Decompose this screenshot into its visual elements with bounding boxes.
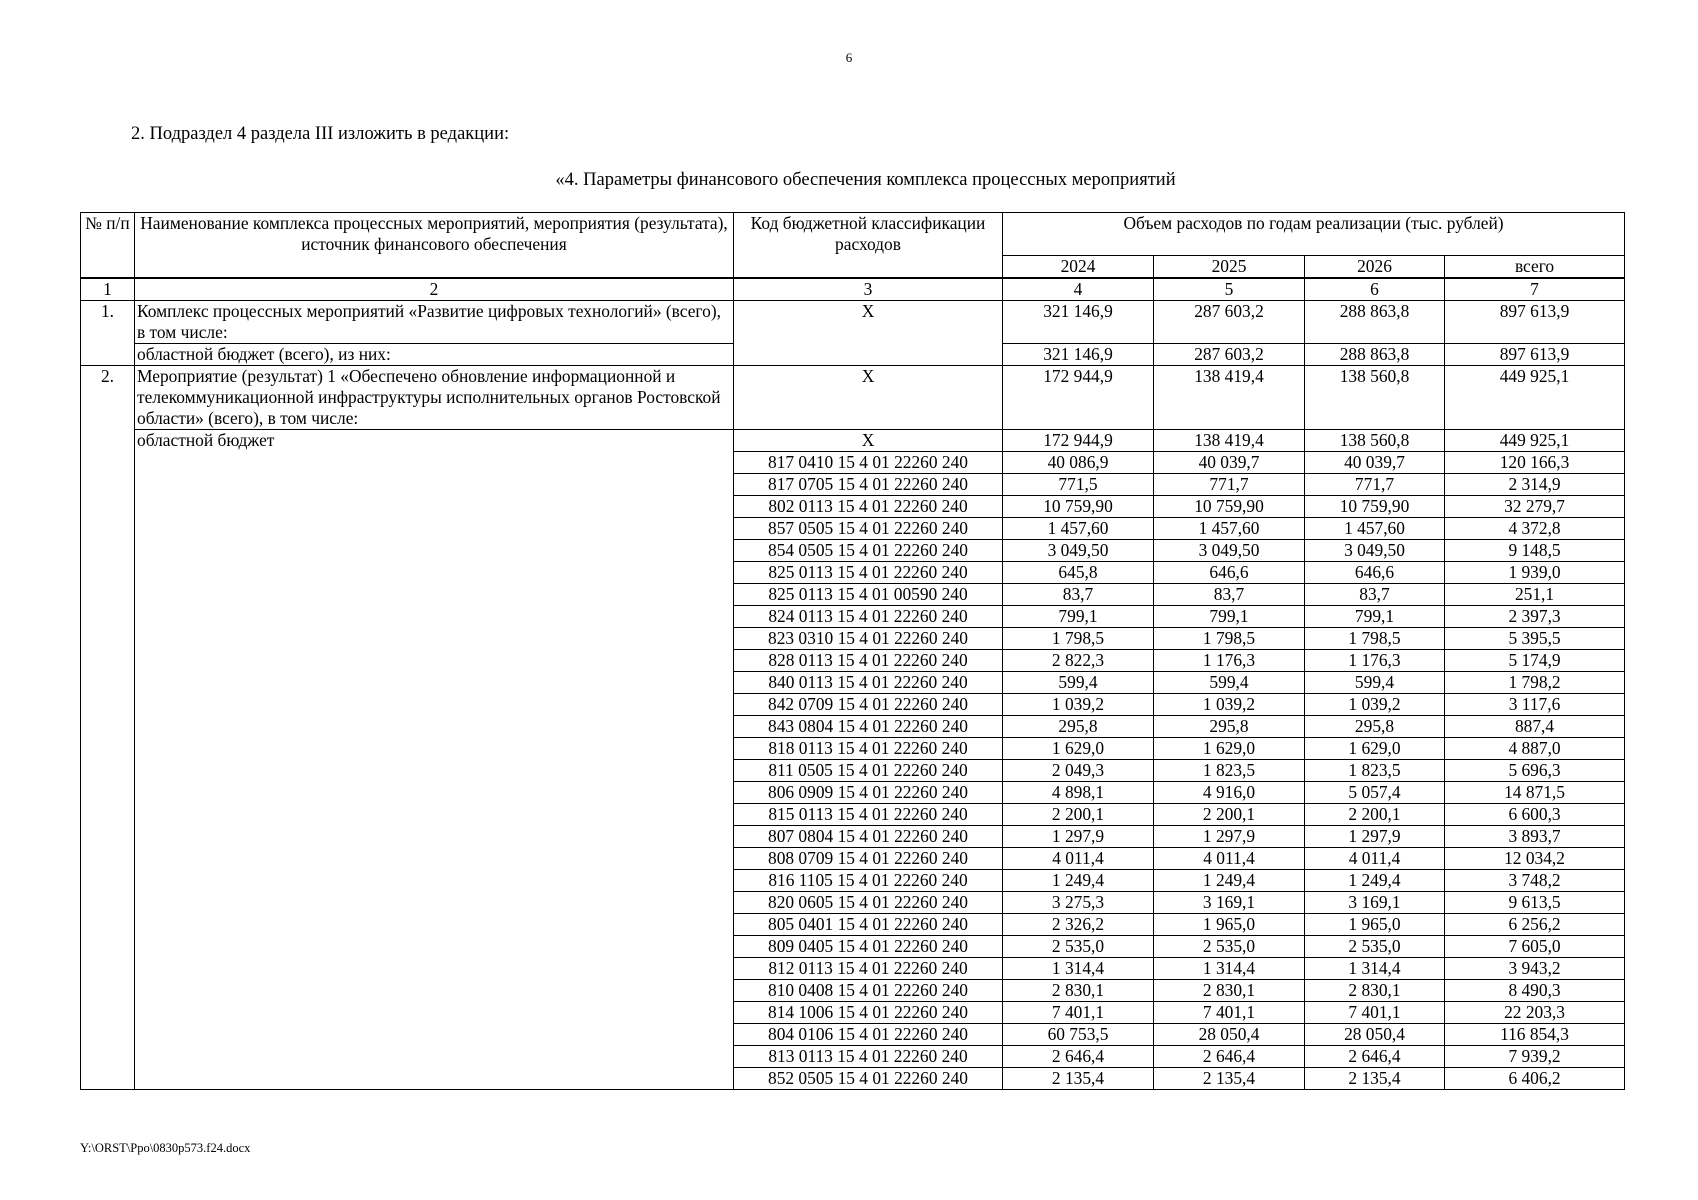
value-2026: 295,8 [1305,716,1445,738]
value-total: 4 887,0 [1445,738,1625,760]
value-2024: 2 049,3 [1003,760,1154,782]
budget-classification-code: 812 0113 15 4 01 22260 240 [734,958,1003,980]
column-numbers-row [81,278,1625,301]
value-2026: 4 011,4 [1305,848,1445,870]
section-1-budget-2025: 287 603,2 [1154,344,1305,366]
value-2024: 1 457,60 [1003,518,1154,540]
section-2-value-total: 449 925,1 [1445,366,1625,430]
value-2024: 2 830,1 [1003,980,1154,1002]
value-total: 3 117,6 [1445,694,1625,716]
budget-classification-code: 802 0113 15 4 01 22260 240 [734,496,1003,518]
budget-classification-code: 843 0804 15 4 01 22260 240 [734,716,1003,738]
file-path-footer: Y:\ORST\Ppo\0830p573.f24.docx [80,1141,251,1155]
value-2026: 5 057,4 [1305,782,1445,804]
column-number: 1 [81,278,135,301]
table-title: «4. Параметры финансового обеспечения комплекса процессных мероприятий [555,170,1176,190]
column-number: 4 [1003,278,1154,301]
section-2-value-2024: 172 944,9 [1003,366,1154,430]
value-2026: 771,7 [1305,474,1445,496]
value-2025: 2 646,4 [1154,1046,1305,1068]
header-year-2025: 2025 [1154,256,1305,279]
section-2-budget-total: 449 925,1 [1445,430,1625,452]
value-2025: 1 176,3 [1154,650,1305,672]
value-total: 12 034,2 [1445,848,1625,870]
budget-classification-code: 825 0113 15 4 01 22260 240 [734,562,1003,584]
value-2026: 799,1 [1305,606,1445,628]
value-2026: 1 297,9 [1305,826,1445,848]
value-total: 2 314,9 [1445,474,1625,496]
value-total: 251,1 [1445,584,1625,606]
value-2024: 799,1 [1003,606,1154,628]
value-2025: 646,6 [1154,562,1305,584]
section-1-budget-2026: 288 863,8 [1305,344,1445,366]
value-total: 6 406,2 [1445,1068,1625,1090]
value-2025: 1 297,9 [1154,826,1305,848]
value-total: 6 256,2 [1445,914,1625,936]
budget-classification-code: 816 1105 15 4 01 22260 240 [734,870,1003,892]
budget-classification-code: 806 0909 15 4 01 22260 240 [734,782,1003,804]
section-2-budget-name: областной бюджет [135,430,734,1090]
value-total: 5 174,9 [1445,650,1625,672]
value-2025: 1 629,0 [1154,738,1305,760]
budget-classification-code: 842 0709 15 4 01 22260 240 [734,694,1003,716]
value-total: 9 148,5 [1445,540,1625,562]
budget-classification-code: 817 0410 15 4 01 22260 240 [734,452,1003,474]
column-number: 5 [1154,278,1305,301]
value-2026: 1 039,2 [1305,694,1445,716]
header-year-2024: 2024 [1003,256,1154,279]
value-2026: 2 830,1 [1305,980,1445,1002]
value-2025: 2 135,4 [1154,1068,1305,1090]
value-total: 9 613,5 [1445,892,1625,914]
column-number: 6 [1305,278,1445,301]
value-2026: 646,6 [1305,562,1445,584]
value-2024: 4 898,1 [1003,782,1154,804]
value-2024: 2 326,2 [1003,914,1154,936]
value-2026: 1 965,0 [1305,914,1445,936]
value-2025: 1 039,2 [1154,694,1305,716]
value-2025: 4 916,0 [1154,782,1305,804]
value-2026: 1 249,4 [1305,870,1445,892]
section-2-code: Х [734,366,1003,430]
value-2024: 1 039,2 [1003,694,1154,716]
budget-classification-code: 828 0113 15 4 01 22260 240 [734,650,1003,672]
value-2026: 28 050,4 [1305,1024,1445,1046]
section-2-budget-2025: 138 419,4 [1154,430,1305,452]
value-2024: 60 753,5 [1003,1024,1154,1046]
value-2026: 2 200,1 [1305,804,1445,826]
budget-classification-code: 810 0408 15 4 01 22260 240 [734,980,1003,1002]
value-2024: 1 798,5 [1003,628,1154,650]
value-2024: 4 011,4 [1003,848,1154,870]
value-2024: 645,8 [1003,562,1154,584]
budget-classification-code: 817 0705 15 4 01 22260 240 [734,474,1003,496]
section-2-row [81,366,1625,430]
value-2025: 2 200,1 [1154,804,1305,826]
section-1-value-total: 897 613,9 [1445,301,1625,344]
section-2-value-2026: 138 560,8 [1305,366,1445,430]
budget-classification-code: 813 0113 15 4 01 22260 240 [734,1046,1003,1068]
value-total: 8 490,3 [1445,980,1625,1002]
value-2026: 1 823,5 [1305,760,1445,782]
header-number: № п/п [81,213,135,279]
value-2025: 1 965,0 [1154,914,1305,936]
value-2025: 1 249,4 [1154,870,1305,892]
value-total: 22 203,3 [1445,1002,1625,1024]
value-2025: 40 039,7 [1154,452,1305,474]
value-2024: 3 275,3 [1003,892,1154,914]
value-total: 2 397,3 [1445,606,1625,628]
value-2025: 83,7 [1154,584,1305,606]
value-2025: 1 457,60 [1154,518,1305,540]
value-2026: 3 049,50 [1305,540,1445,562]
section-2-budget-2024: 172 944,9 [1003,430,1154,452]
value-2026: 10 759,90 [1305,496,1445,518]
value-2026: 7 401,1 [1305,1002,1445,1024]
value-2025: 599,4 [1154,672,1305,694]
page-number: 6 [845,50,853,65]
value-total: 32 279,7 [1445,496,1625,518]
value-2025: 3 049,50 [1154,540,1305,562]
value-2025: 7 401,1 [1154,1002,1305,1024]
value-2025: 771,7 [1154,474,1305,496]
section-1-code: Х [734,301,1003,366]
header-year-2026: 2026 [1305,256,1445,279]
value-total: 7 605,0 [1445,936,1625,958]
section-2-budget-code: Х [734,430,1003,452]
value-2024: 2 535,0 [1003,936,1154,958]
value-2026: 599,4 [1305,672,1445,694]
value-2024: 1 249,4 [1003,870,1154,892]
value-2025: 28 050,4 [1154,1024,1305,1046]
value-total: 1 798,2 [1445,672,1625,694]
value-2026: 1 629,0 [1305,738,1445,760]
value-2024: 10 759,90 [1003,496,1154,518]
budget-classification-code: 804 0106 15 4 01 22260 240 [734,1024,1003,1046]
section-1-row [81,301,1625,344]
value-2025: 2 830,1 [1154,980,1305,1002]
column-number: 2 [135,278,734,301]
value-2025: 1 823,5 [1154,760,1305,782]
value-total: 5 696,3 [1445,760,1625,782]
value-2024: 771,5 [1003,474,1154,496]
value-2024: 1 629,0 [1003,738,1154,760]
financing-table [80,212,1625,1090]
column-number: 3 [734,278,1003,301]
value-2026: 2 535,0 [1305,936,1445,958]
value-2025: 295,8 [1154,716,1305,738]
value-2026: 2 646,4 [1305,1046,1445,1068]
budget-classification-code: 808 0709 15 4 01 22260 240 [734,848,1003,870]
value-total: 14 871,5 [1445,782,1625,804]
budget-classification-code: 815 0113 15 4 01 22260 240 [734,804,1003,826]
value-2024: 40 086,9 [1003,452,1154,474]
budget-classification-code: 820 0605 15 4 01 22260 240 [734,892,1003,914]
value-2026: 1 176,3 [1305,650,1445,672]
value-total: 7 939,2 [1445,1046,1625,1068]
value-2025: 10 759,90 [1154,496,1305,518]
section-2-budget-row [81,430,1625,452]
intro-paragraph: 2. Подраздел 4 раздела III изложить в редакции: [131,124,510,144]
section-1-budget-name: областной бюджет (всего), из них: [135,344,734,366]
value-total: 4 372,8 [1445,518,1625,540]
header-code: Код бюджетной классификации расходов [734,213,1003,279]
value-2025: 1 798,5 [1154,628,1305,650]
budget-classification-code: 857 0505 15 4 01 22260 240 [734,518,1003,540]
value-total: 120 166,3 [1445,452,1625,474]
value-2026: 1 457,60 [1305,518,1445,540]
budget-classification-code: 807 0804 15 4 01 22260 240 [734,826,1003,848]
value-total: 3 943,2 [1445,958,1625,980]
section-2-value-2025: 138 419,4 [1154,366,1305,430]
section-2-name: Мероприятие (результат) 1 «Обеспечено обновление информационной и телекоммуникационной инфраструктуры исполнительных органов Ростовской области» (всего), в том числе: [135,366,734,430]
value-2025: 799,1 [1154,606,1305,628]
value-total: 3 893,7 [1445,826,1625,848]
budget-classification-code: 854 0505 15 4 01 22260 240 [734,540,1003,562]
value-total: 887,4 [1445,716,1625,738]
section-1-value-2026: 288 863,8 [1305,301,1445,344]
value-2025: 4 011,4 [1154,848,1305,870]
value-total: 6 600,3 [1445,804,1625,826]
budget-classification-code: 809 0405 15 4 01 22260 240 [734,936,1003,958]
section-1-value-2024: 321 146,9 [1003,301,1154,344]
value-2024: 7 401,1 [1003,1002,1154,1024]
value-2024: 295,8 [1003,716,1154,738]
value-2024: 1 297,9 [1003,826,1154,848]
column-number: 7 [1445,278,1625,301]
budget-classification-code: 823 0310 15 4 01 22260 240 [734,628,1003,650]
section-2-number: 2. [81,366,135,1090]
value-2026: 1 798,5 [1305,628,1445,650]
section-1-number: 1. [81,301,135,366]
header-row [81,213,1625,256]
value-2025: 2 535,0 [1154,936,1305,958]
section-1-name: Комплекс процессных мероприятий «Развитие цифровых технологий» (всего), в том числе: [135,301,734,344]
value-total: 5 395,5 [1445,628,1625,650]
value-2026: 2 135,4 [1305,1068,1445,1090]
header-name: Наименование комплекса процессных мероприятий, мероприятия (результата), источник финансового обеспечения [135,213,734,279]
budget-classification-code: 825 0113 15 4 01 00590 240 [734,584,1003,606]
section-2-budget-2026: 138 560,8 [1305,430,1445,452]
value-2024: 2 135,4 [1003,1068,1154,1090]
value-2026: 3 169,1 [1305,892,1445,914]
header-total: всего [1445,256,1625,279]
value-2024: 599,4 [1003,672,1154,694]
value-2024: 2 646,4 [1003,1046,1154,1068]
section-1-budget-total: 897 613,9 [1445,344,1625,366]
value-total: 3 748,2 [1445,870,1625,892]
budget-classification-code: 824 0113 15 4 01 22260 240 [734,606,1003,628]
budget-classification-code: 805 0401 15 4 01 22260 240 [734,914,1003,936]
budget-classification-code: 852 0505 15 4 01 22260 240 [734,1068,1003,1090]
budget-classification-code: 814 1006 15 4 01 22260 240 [734,1002,1003,1024]
value-2024: 2 822,3 [1003,650,1154,672]
value-2024: 83,7 [1003,584,1154,606]
budget-classification-code: 818 0113 15 4 01 22260 240 [734,738,1003,760]
value-2025: 3 169,1 [1154,892,1305,914]
value-2026: 40 039,7 [1305,452,1445,474]
value-2026: 83,7 [1305,584,1445,606]
value-total: 1 939,0 [1445,562,1625,584]
value-2024: 3 049,50 [1003,540,1154,562]
budget-classification-code: 840 0113 15 4 01 22260 240 [734,672,1003,694]
budget-classification-code: 811 0505 15 4 01 22260 240 [734,760,1003,782]
header-volume: Объем расходов по годам реализации (тыс. рублей) [1003,213,1625,256]
value-2024: 2 200,1 [1003,804,1154,826]
value-total: 116 854,3 [1445,1024,1625,1046]
value-2026: 1 314,4 [1305,958,1445,980]
section-1-value-2025: 287 603,2 [1154,301,1305,344]
section-1-budget-2024: 321 146,9 [1003,344,1154,366]
value-2024: 1 314,4 [1003,958,1154,980]
value-2025: 1 314,4 [1154,958,1305,980]
